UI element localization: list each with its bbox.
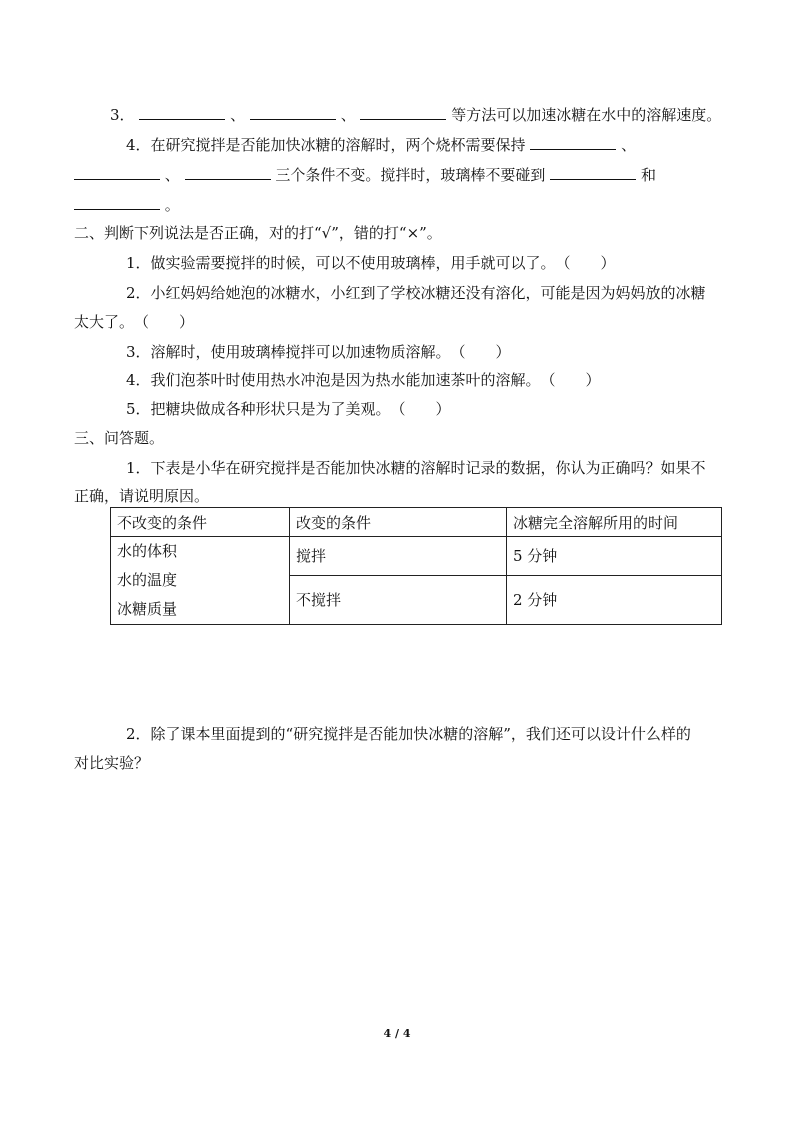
question-3-text: 等方法可以加速冰糖在水中的溶解速度。 bbox=[451, 106, 722, 124]
answer-blank[interactable] bbox=[360, 103, 446, 120]
judge-item-5: 5．把糖块做成各种形状只是为了美观。（ ） bbox=[126, 400, 451, 418]
question-3-number: 3． bbox=[110, 106, 135, 124]
page-number: 4 / 4 bbox=[383, 1027, 411, 1040]
answer-blank[interactable] bbox=[550, 163, 636, 180]
judge-item-2-cont: 太大了。（ ） bbox=[74, 313, 195, 331]
qa-2-line-1: 2．除了课本里面提到的“研究搅拌是否能加快冰糖的溶解”，我们还可以设计什么样的 bbox=[126, 725, 691, 743]
answer-paren[interactable]: （ ） bbox=[390, 400, 451, 418]
time-cell: 5 分钟 bbox=[507, 537, 722, 576]
qa-1-line-2: 正确，请说明原因。 bbox=[74, 487, 210, 505]
answer-paren[interactable]: （ ） bbox=[555, 254, 616, 272]
time-cell: 2 分钟 bbox=[507, 575, 722, 624]
question-4-line-2: 、 三个条件不变。搅拌时，玻璃棒不要碰到 和 bbox=[74, 163, 656, 186]
data-table bbox=[110, 507, 722, 625]
table-header-row bbox=[111, 508, 722, 537]
judge-item-1: 1．做实验需要搅拌的时候，可以不使用玻璃棒，用手就可以了。（ ） bbox=[126, 254, 616, 272]
judge-item-4: 4．我们泡茶叶时使用热水冲泡是因为热水能加速茶叶的溶解。（ ） bbox=[126, 371, 601, 389]
answer-blank[interactable] bbox=[530, 133, 616, 150]
answer-blank[interactable] bbox=[74, 193, 160, 210]
changed-condition-cell: 搅拌 bbox=[290, 537, 507, 576]
section-2-heading: 二、判断下列说法是否正确，对的打“√”，错的打“×”。 bbox=[74, 224, 442, 242]
question-4-line-3: 。 bbox=[74, 193, 180, 216]
constant-conditions-cell: 水的体积 水的温度 冰糖质量 bbox=[111, 537, 290, 625]
question-4-line-1: 4．在研究搅拌是否能加快冰糖的溶解时，两个烧杯需要保持 、 bbox=[126, 133, 636, 156]
answer-blank[interactable] bbox=[185, 163, 271, 180]
table-header-cell: 改变的条件 bbox=[290, 508, 507, 537]
answer-blank[interactable] bbox=[139, 103, 225, 120]
question-3: 3． 、 、 等方法可以加速冰糖在水中的溶解速度。 bbox=[110, 103, 721, 126]
changed-condition-cell: 不搅拌 bbox=[290, 575, 507, 624]
judge-item-2: 2．小红妈妈给她泡的冰糖水，小红到了学校冰糖还没有溶化，可能是因为妈妈放的冰糖 bbox=[126, 284, 706, 302]
qa-2-line-2: 对比实验？ bbox=[74, 754, 150, 772]
judge-item-3: 3．溶解时，使用玻璃棒搅拌可以加速物质溶解。（ ） bbox=[126, 343, 511, 361]
answer-blank[interactable] bbox=[74, 163, 160, 180]
qa-1-line-1: 1．下表是小华在研究搅拌是否能加快冰糖的溶解时记录的数据，你认为正确吗？如果不 bbox=[126, 459, 706, 477]
section-3-heading: 三、问答题。 bbox=[74, 429, 165, 447]
answer-paren[interactable]: （ ） bbox=[540, 371, 601, 389]
answer-paren[interactable]: （ ） bbox=[134, 313, 195, 331]
table-header-cell: 不改变的条件 bbox=[111, 508, 290, 537]
table-row bbox=[111, 537, 722, 576]
answer-paren[interactable]: （ ） bbox=[450, 343, 511, 361]
table-header-cell: 冰糖完全溶解所用的时间 bbox=[507, 508, 722, 537]
answer-blank[interactable] bbox=[250, 103, 336, 120]
